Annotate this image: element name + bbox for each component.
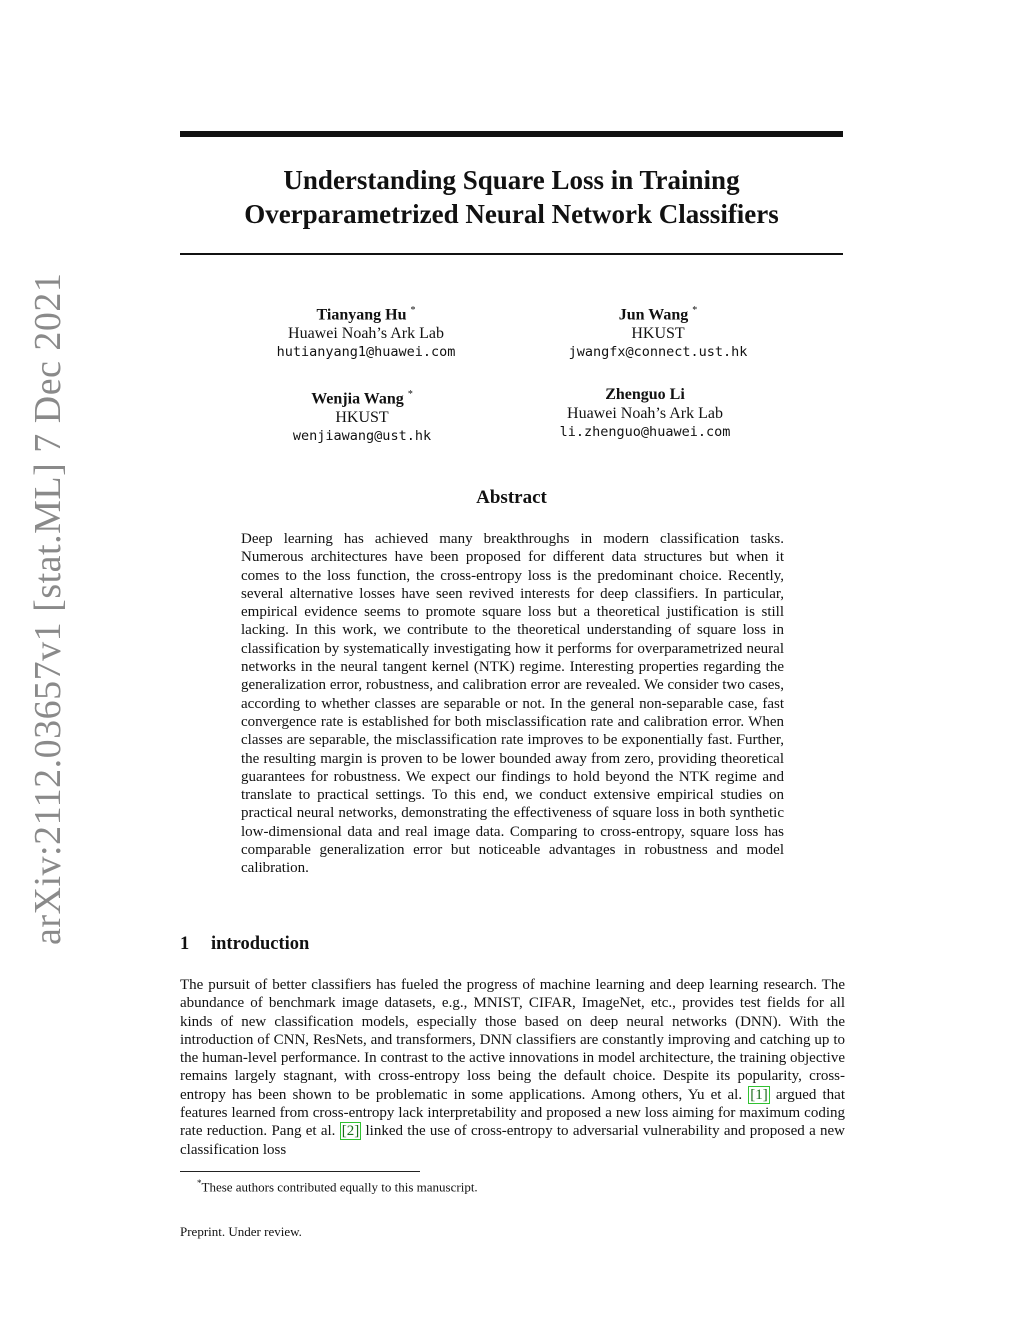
equal-contribution-mark: *: [692, 305, 698, 316]
section-heading: [180, 934, 309, 955]
footnote-text: These authors contributed equally to this manuscript.: [201, 1179, 478, 1195]
paper-title: [180, 163, 843, 231]
introduction-paragraph: [180, 976, 845, 1159]
author-name: Tianyang Hu: [316, 306, 407, 324]
footnote: [197, 1175, 478, 1195]
author-affiliation: Huawei Noah’s Ark Lab: [288, 325, 444, 343]
author-block-1: [206, 301, 526, 362]
author-affiliation: HKUST: [631, 325, 685, 343]
author-name: Jun Wang: [618, 306, 689, 324]
author-email[interactable]: jwangfx@connect.ust.hk: [568, 344, 748, 361]
author-affiliation: HKUST: [335, 409, 389, 427]
author-name: Wenjia Wang: [311, 390, 404, 408]
title-top-rule: [180, 131, 843, 137]
author-email[interactable]: wenjiawang@ust.hk: [292, 428, 432, 445]
arxiv-stamp: arXiv:2112.03657v1 [stat.ML] 7 Dec 2021: [27, 272, 69, 945]
abstract-heading: Abstract: [476, 487, 547, 508]
author-block-4: [485, 385, 805, 442]
abstract-text: Deep learning has achieved many breakthroughs in modern classification tasks. Numerous architectures have been proposed for different data structures but when it comes to the loss function, the cross-entropy loss is the predominant choice. Recently, several alternative losses have seen revived interests for deep classifiers. In particular, empirical evidence seems to promote square loss but a theoretical justification is still lacking. In this work, we contribute to the theoretical understanding of square loss in classification by systematically investigating how it performs for overparametrized neural networks in the neural tangent kernel (NTK) regime. Interesting properties regarding the generalization error, robustness, and calibration error are revealed. We consider two cases, according to whether classes are separable or not. In the general non-separable case, fast convergence rate is established for both misclassification rate and calibration error. When classes are separable, the misclassification rate improves to be exponentially fast. Further, the resulting margin is proven to be lower bounded away from zero, providing theoretical guarantees for robustness. We expect our findings to hold beyond the NTK regime and translate to practical settings. To this end, we conduct extensive empirical studies on practical neural networks, demonstrating the effectiveness of square loss in both synthetic low-dimensional data and real image data. Comparing to cross-entropy, square loss has comparable generalization error but noticeable advantages in robustness and model calibration.: [241, 531, 784, 877]
title-line-2: Overparametrized Neural Network Classifiers: [244, 199, 779, 229]
section-number: 1: [180, 934, 190, 954]
paragraph-text: linked the use of cross-entropy to adversarial vulnerability and proposed a new classification loss: [180, 1123, 846, 1158]
paragraph-text: The pursuit of better classifiers has fueled the progress of machine learning and deep learning research. The abundance of benchmark image datasets, e.g., MNIST, CIFAR, ImageNet, etc., provides test fields for all kinds of new classification models, especially those based on deep neural networks (DNN). With the introduction of CNN, ResNets, and transformers, DNN classifiers are constantly improving and catching up to the human-level performance. In contrast to the active innovations in model architecture, the training objective remains largely stagnant, with cross-entropy loss being the default choice. Despite its popularity, cross-entropy has been shown to be problematic in some applications. Among others, Yu et al.: [180, 977, 845, 1103]
author-name: Zhenguo Li: [605, 386, 685, 403]
author-email[interactable]: hutianyang1@huawei.com: [276, 344, 456, 361]
citation-link-1[interactable]: [1]: [750, 1086, 768, 1103]
author-email[interactable]: li.zhenguo@huawei.com: [559, 424, 731, 440]
section-title: introduction: [211, 934, 310, 954]
title-line-1: Understanding Square Loss in Training: [283, 165, 740, 195]
author-affiliation: Huawei Noah’s Ark Lab: [567, 405, 723, 422]
author-block-3: [202, 385, 522, 446]
title-bottom-rule: [180, 253, 843, 255]
footnote-mark: *: [197, 1178, 202, 1188]
equal-contribution-mark: *: [410, 305, 416, 316]
preprint-note: Preprint. Under review.: [180, 1224, 302, 1239]
footnote-rule: [180, 1171, 420, 1172]
citation-link-2[interactable]: [2]: [341, 1123, 360, 1140]
equal-contribution-mark: *: [407, 389, 413, 400]
paragraph-text: argued that features learned from cross-entropy lack interpretability and proposed a new loss aiming for maximum coding rate reduction. Pang et al.: [180, 1086, 845, 1140]
author-block-2: [498, 301, 818, 362]
